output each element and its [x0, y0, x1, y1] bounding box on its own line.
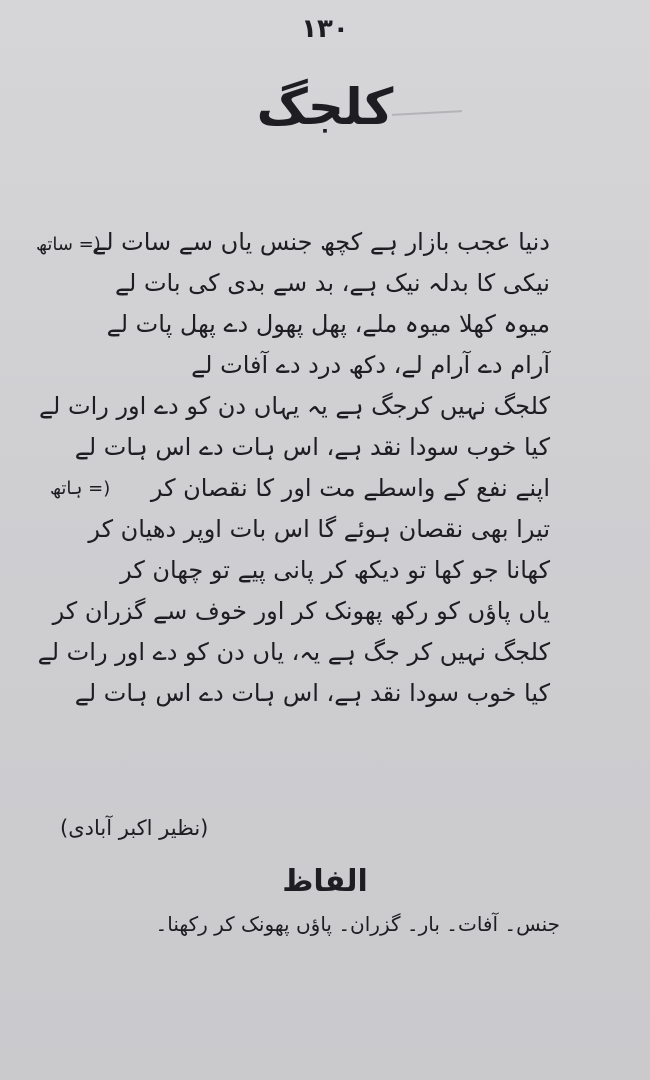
verse-line-10: یاں پاؤں کو رکھ پھونک کر اور خوف سے گزران کر — [52, 597, 550, 625]
verse-line-11: کلجگ نہیں کر جگ ہے یہ، یاں دن کو دے اور رات لے — [37, 638, 550, 666]
verse-line-9: کھانا جو کھا تو دیکھ کر پانی پیے تو چھان کر — [120, 556, 550, 584]
page-number: ١٣٠ — [301, 14, 349, 44]
verse-line-12: کیا خوب سودا نقد ہے، اس ہات دے اس ہات لے — [74, 679, 550, 707]
verse-line-1: دنیا عجب بازار ہے کچھ جنس یاں سے سات لے — [92, 228, 550, 256]
poet-attribution: (نظیر اکبر آبادی) — [60, 816, 209, 840]
glossary-heading: الفاظ — [282, 864, 368, 899]
verse-line-6: کیا خوب سودا نقد ہے، اس ہات دے اس ہات لے — [74, 433, 550, 461]
poem-title: کلجگ — [256, 78, 394, 136]
verse-line-5: کلجگ نہیں کرجگ ہے یہ یہاں دن کو دے اور رات لے — [38, 392, 550, 420]
verse-line-7: اپنے نفع کے واسطے مت اور کا نقصان کر — [150, 474, 550, 502]
verse-line-3: میوہ کھلا میوہ ملے، پھل پھول دے پھل پات لے — [106, 310, 550, 338]
glossary-words: جنس۔ آفات۔ بار۔ گزران۔ پاؤں پھونک کر رکھنا۔ — [155, 912, 560, 936]
verse-line-8: تیرا بھی نقصان ہوئے گا اس بات اوپر دھیان کر — [88, 515, 550, 543]
margin-gloss-saath: (= ساتھ — [36, 234, 101, 255]
verse-line-4: آرام دے آرام لے، دکھ درد دے آفات لے — [191, 351, 550, 379]
verse-line-2: نیکی کا بدلہ نیک ہے، بد سے بدی کی بات لے — [114, 269, 550, 297]
margin-gloss-haath: (= ہاتھ — [50, 478, 111, 499]
